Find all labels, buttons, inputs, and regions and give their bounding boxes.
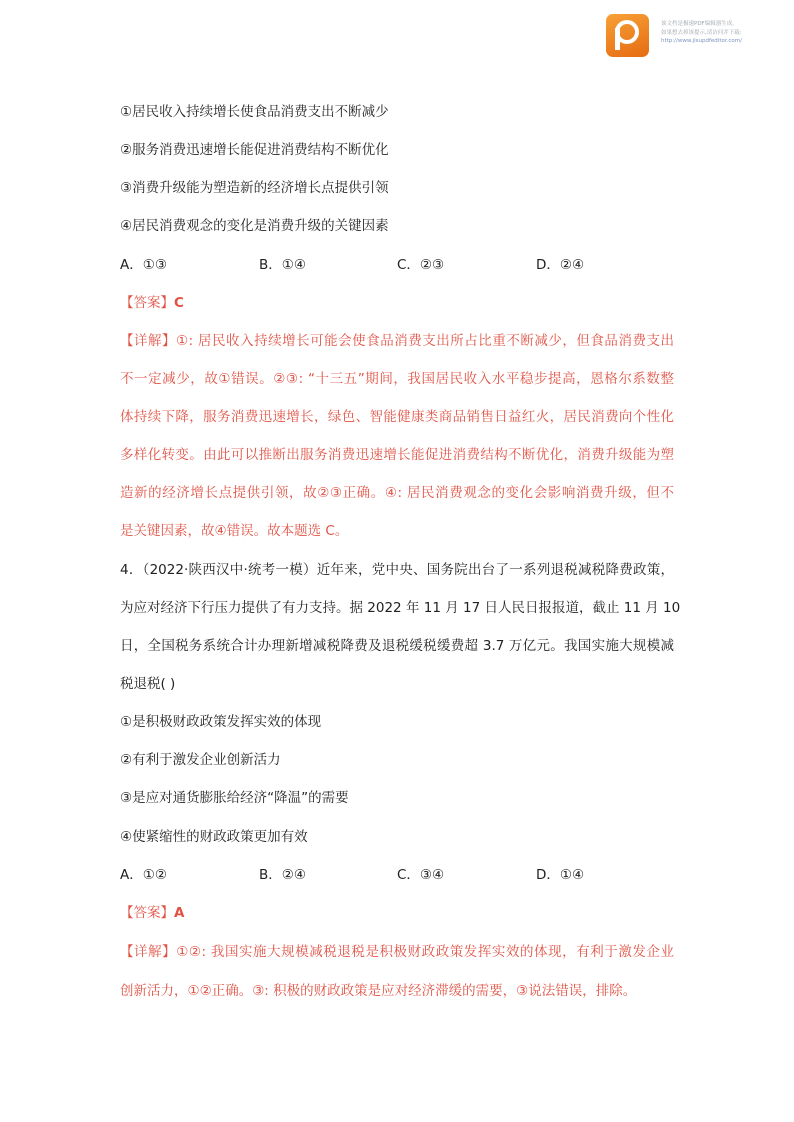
q3-detail-line-3: 体持续下降，服务消费迅速增长，绿色、智能健康类商品销售日益红火，居民消费向个性化 <box>120 409 674 425</box>
q4-detail-line-2: 创新活力，①②正确。③: 积极的财政政策是应对经济滞缓的需要，③说法错误，排除。 <box>120 983 637 999</box>
q4-option-a: A．①② <box>120 867 167 883</box>
q4-statement-4: ④使紧缩性的财政政策更加有效 <box>120 829 308 845</box>
q3-statement-2: ②服务消费迅速增长能促进消费结构不断优化 <box>120 142 389 158</box>
q3-answer <box>120 295 184 311</box>
q4-answer-label: 【答案】 <box>120 905 174 921</box>
q3-statement-1: ①居民收入持续增长使食品消费支出不断减少 <box>120 104 389 120</box>
q4-stem-line-3: 日，全国税务系统合计办理新增减税降费及退税缓税缓费超 3.7 万亿元。我国实施大规模减 <box>120 638 674 654</box>
watermark-line1: 该文档是极速PDF编辑器生成, <box>661 21 734 27</box>
q3-detail-line-2: 不一定减少，故①错误。②③: “十三五”期间，我国居民收入水平稳步提高，恩格尔系数整 <box>120 371 674 387</box>
q4-statement-3: ③是应对通货膨胀给经济“降温”的需要 <box>120 790 349 806</box>
q3-option-b: B．①④ <box>259 257 306 273</box>
q3-statement-3: ③消费升级能为塑造新的经济增长点提供引领 <box>120 180 389 196</box>
q4-option-c: C．③④ <box>397 867 445 883</box>
q4-statement-2: ②有利于激发企业创新活力 <box>120 752 281 768</box>
q4-stem-line-2: 为应对经济下行压力提供了有力支持。据 2022 年 11 月 17 日人民日报报道，截止 11 月 10 <box>120 600 681 616</box>
q4-stem-line-1: 4．（2022·陕西汉中·统考一模）近年来，党中央、国务院出台了一系列退税减税降费政策， <box>120 562 674 578</box>
q3-detail-line-5: 造新的经济增长点提供引领，故②③正确。④: 居民消费观念的变化会影响消费升级，但不 <box>120 485 674 501</box>
q3-answer-value: C <box>174 295 184 311</box>
q3-option-d: D．②④ <box>536 257 585 273</box>
watermark-url[interactable]: http://www.jisupdfeditor.com/ <box>661 38 742 44</box>
pdf-editor-logo-icon <box>606 14 649 57</box>
watermark-text <box>661 20 742 46</box>
q4-detail-line-1: 【详解】①②: 我国实施大规模减税退税是积极财政政策发挥实效的体现，有利于激发企业 <box>120 944 674 960</box>
q3-statement-4: ④居民消费观念的变化是消费升级的关键因素 <box>120 218 389 234</box>
q3-detail-line-6: 是关键因素，故④错误。故本题选 C。 <box>120 523 349 539</box>
q4-option-b: B．②④ <box>259 867 306 883</box>
q4-stem-line-4: 税退税( ) <box>120 676 176 692</box>
q4-statement-1: ①是积极财政政策发挥实效的体现 <box>120 714 322 730</box>
q3-detail-line-1: 【详解】①: 居民收入持续增长可能会使食品消费支出所占比重不断减少，但食品消费支出 <box>120 333 674 349</box>
q3-detail-line-4: 多样化转变。由此可以推断出服务消费迅速增长能促进消费结构不断优化，消费升级能为塑 <box>120 447 674 463</box>
q4-answer <box>120 905 184 921</box>
q3-option-c: C．②③ <box>397 257 445 273</box>
q4-option-d: D．①④ <box>536 867 585 883</box>
q3-option-a: A．①③ <box>120 257 167 273</box>
q4-answer-value: A <box>174 905 185 921</box>
watermark-line2: 如果想去掉该提示,请访问并下载: <box>661 29 742 36</box>
q3-answer-label: 【答案】 <box>120 295 174 311</box>
